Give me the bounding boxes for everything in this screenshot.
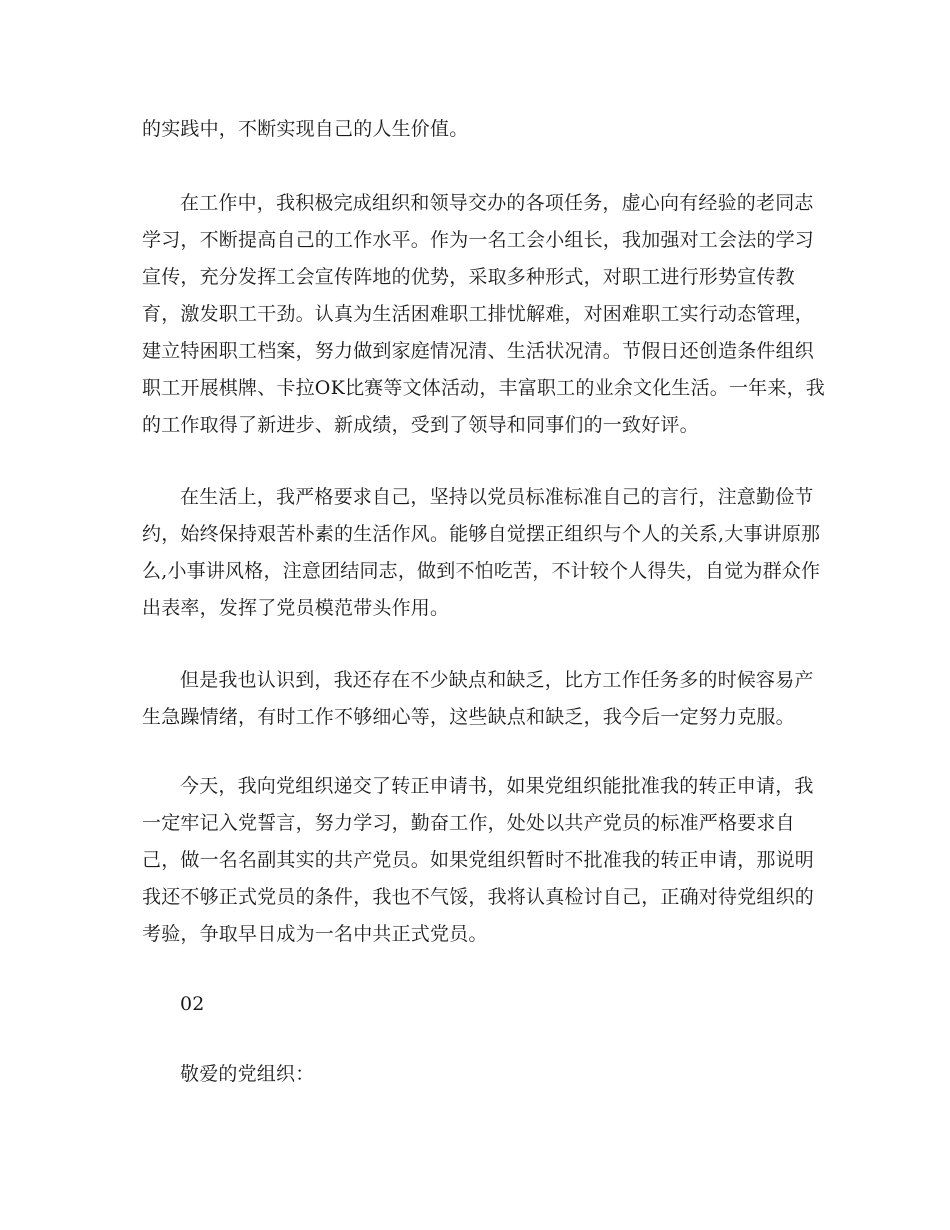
paragraph-line: 的实践中，不断实现自己的人生价值。 [142,118,469,140]
paragraph-line: 但是我也认识到，我还存在不少缺点和缺乏，比方工作任务多的时候容易产 [180,669,814,691]
paragraph-line: 在工作中，我积极完成组织和领导交办的各项任务，虚心向有经验的老同志 [180,192,814,214]
paragraph-line: 我还不够正式党员的条件，我也不气馁，我将认真检讨自己，正确对待党组织的 [142,886,815,908]
paragraph-line: 生急躁情绪，有时工作不够细心等，这些缺点和缺乏，我今后一定努力克服。 [142,706,795,728]
paragraph-line: 育，激发职工干劲。认真为生活困难职工排忧解难，对困难职工实行动态管理， [142,303,815,325]
paragraph-line: 宣传，充分发挥工会宣传阵地的优势，采取多种形式，对职工进行形势宣传教 [142,266,795,288]
paragraph-line: 在生活上，我严格要求自己，坚持以党员标准标准自己的言行，注意勤俭节 [180,486,814,508]
paragraph-line: 职工开展棋牌、卡拉OK比赛等文体活动，丰富职工的业余文化生活。一年来，我 [142,377,825,399]
paragraph-line: 一定牢记入党誓言，努力学习，勤奋工作，处处以共产党员的标准严格要求自 [142,812,795,834]
paragraph-line: 的工作取得了新进步、新成绩，受到了领导和同事们的一致好评。 [142,414,699,436]
paragraph-line: 己，做一名名副其实的共产党员。如果党组织暂时不批准我的转正申请，那说明 [142,849,815,871]
paragraph-line: 学习，不断提高自己的工作水平。作为一名工会小组长，我加强对工会法的学习 [142,229,815,251]
paragraph-line: 建立特困职工档案，努力做到家庭情况清、生活状况清。节假日还创造条件组织 [142,340,815,362]
paragraph-line: 约，始终保持艰苦朴素的生活作风。能够自觉摆正组织与个人的关系,大事讲原那 [142,523,821,545]
paragraph-line: 今天，我向党组织递交了转正申请书，如果党组织能批准我的转正申请，我 [180,775,814,797]
section-number: 02 [180,993,205,1015]
paragraph-line: 考验，争取早日成为一名中共正式党员。 [142,923,488,945]
paragraph-line: 出表率，发挥了党员模范带头作用。 [142,597,450,619]
salutation: 敬爱的党组织： [180,1063,315,1085]
paragraph-line: 么,小事讲风格，注意团结同志，做到不怕吃苦，不计较个人得失，自觉为群众作 [142,560,821,582]
